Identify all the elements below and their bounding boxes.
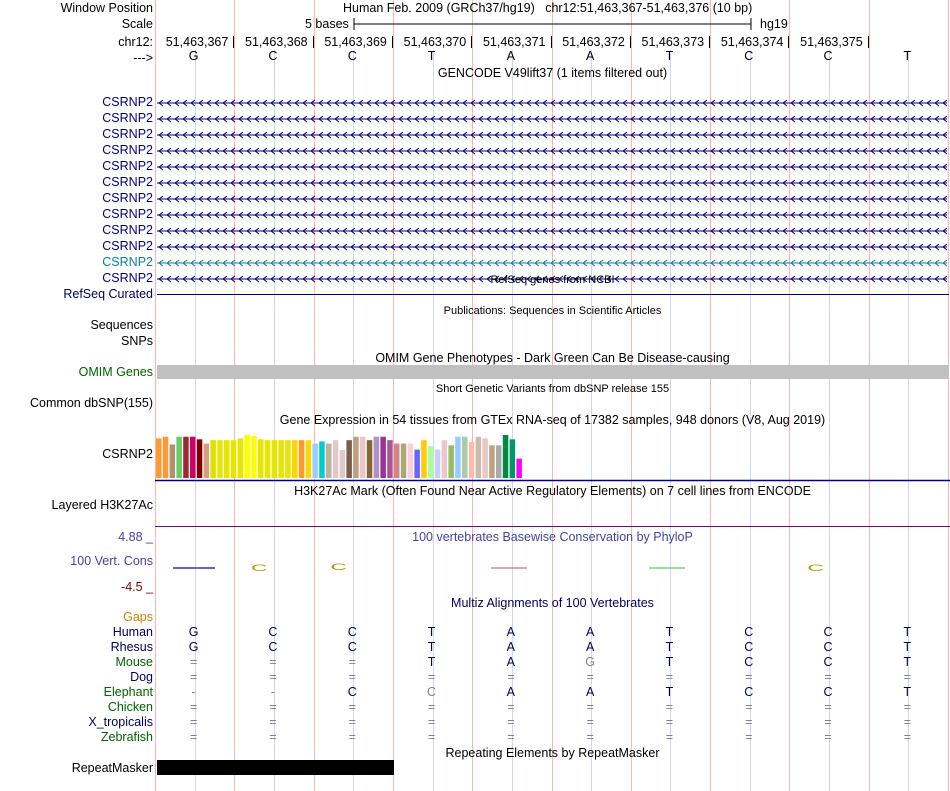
ruler-tick <box>868 36 869 48</box>
gtex-tissue-bar <box>312 444 318 478</box>
multiz-base: = <box>348 700 356 714</box>
multiz-base: = <box>665 670 674 684</box>
publications-snps-label[interactable]: SNPs <box>121 334 153 348</box>
gencode-transcript-label[interactable]: CSRNP2 <box>102 127 153 141</box>
multiz-base: T <box>903 625 912 639</box>
multiz-base: C <box>347 685 357 699</box>
gtex-track-title[interactable]: Gene Expression in 54 tissues from GTEx RNA-seq of 17382 samples, 948 donors (V8, Aug 2019) <box>279 413 826 427</box>
multiz-base: = <box>427 670 436 684</box>
multiz-base: = <box>903 730 911 744</box>
multiz-gaps-label[interactable]: Gaps <box>123 610 153 624</box>
phylop-logo-c9: C <box>807 562 824 574</box>
multiz-base: = <box>586 730 594 744</box>
multiz-base: C <box>347 640 357 654</box>
multiz-base: = <box>824 670 832 684</box>
publications-track-title[interactable]: Publications: Sequences in Scientific Articles <box>443 305 662 317</box>
refseq-track-title[interactable]: RefSeq genes from NCBI <box>490 274 615 286</box>
strand-arrow-label[interactable]: ---> <box>133 51 153 65</box>
ruler-base: C <box>268 49 278 63</box>
gtex-tissue-bar <box>496 445 502 478</box>
multiz-base: T <box>665 625 674 639</box>
gencode-transcript-label[interactable]: CSRNP2 <box>102 255 153 269</box>
gencode-transcript-line[interactable] <box>157 99 947 107</box>
multiz-base: C <box>744 685 754 699</box>
phylop-logo-c1: C <box>251 562 268 574</box>
multiz-base: = <box>903 700 911 714</box>
ruler-base: T <box>665 49 674 63</box>
gtex-tissue-bar <box>197 439 203 478</box>
gtex-tissue-bar <box>170 444 176 478</box>
scale-db: hg19 <box>760 17 788 31</box>
multiz-base: = <box>745 730 753 744</box>
multiz-base: = <box>189 670 198 684</box>
gencode-transcript-label[interactable]: CSRNP2 <box>102 95 153 109</box>
multiz-base: = <box>269 730 277 744</box>
gtex-tissue-bar <box>455 437 461 478</box>
multiz-species-label[interactable]: Dog <box>130 670 153 684</box>
gtex-tissue-bar <box>326 444 332 478</box>
ruler-position[interactable]: 51,463,373 <box>641 35 705 49</box>
multiz-base: T <box>427 625 436 639</box>
gtex-tissue-bar <box>469 442 475 478</box>
gtex-tissue-bar <box>340 450 346 478</box>
multiz-base: G <box>188 640 199 654</box>
multiz-base: A <box>506 655 516 669</box>
multiz-base: = <box>665 730 674 744</box>
multiz-base: = <box>745 670 753 684</box>
multiz-base: G <box>585 655 595 669</box>
ruler-base: T <box>427 49 436 63</box>
multiz-base: = <box>269 670 277 684</box>
h3k27ac-baseline <box>155 526 950 527</box>
multiz-base: = <box>269 700 277 714</box>
multiz-base: = <box>586 670 594 684</box>
multiz-base: = <box>507 670 515 684</box>
ruler-base: A <box>585 49 595 63</box>
multiz-base: = <box>665 700 674 714</box>
multiz-base: = <box>189 700 198 714</box>
multiz-base: C <box>744 640 754 654</box>
phylop-min-value: -4.5 _ <box>121 580 153 594</box>
multiz-base: T <box>665 655 674 669</box>
phylop-track-label[interactable]: 100 Vert. Cons <box>70 554 153 568</box>
multiz-base: T <box>665 685 674 699</box>
multiz-species-label[interactable]: Rhesus <box>110 640 153 654</box>
phylop-track-title[interactable]: 100 vertebrates Basewise Conservation by PhyloP <box>412 530 693 544</box>
phylop-conservation-plot[interactable] <box>155 555 950 579</box>
gtex-tissue-bar <box>360 437 366 478</box>
repeatmasker-track-title[interactable]: Repeating Elements by RepeatMasker <box>445 746 660 760</box>
gencode-transcript-line[interactable] <box>157 131 947 139</box>
multiz-species-label[interactable]: Chicken <box>107 700 153 714</box>
multiz-base: = <box>824 700 832 714</box>
gtex-tissue-bar <box>163 437 169 478</box>
multiz-base: C <box>823 655 833 669</box>
multiz-base: = <box>189 730 198 744</box>
multiz-base: = <box>586 715 594 729</box>
ruler-position[interactable]: 51,463,375 <box>800 35 863 49</box>
gtex-tissue-bar <box>503 435 509 478</box>
h3k27ac-track-title[interactable]: H3K27Ac Mark (Often Found Near Active Regulatory Elements) on 7 cell lines from ENCODE <box>294 484 811 498</box>
gtex-tissue-bar <box>428 446 434 478</box>
gtex-tissue-bar <box>448 445 454 478</box>
multiz-base: C <box>268 640 278 654</box>
gtex-tissue-bar <box>353 437 359 478</box>
gtex-tissue-bar <box>285 440 291 478</box>
ruler-base: C <box>347 49 357 63</box>
assembly-position-title: Human Feb. 2009 (GRCh37/hg19) chr12:51,463,367-51,463,376 (10 bp) <box>343 1 753 15</box>
gtex-tissue-bar <box>489 445 495 478</box>
gencode-transcript-label[interactable]: CSRNP2 <box>102 143 153 157</box>
multiz-base: = <box>903 670 911 684</box>
multiz-track-title[interactable]: Multiz Alignments of 100 Vertebrates <box>451 596 654 610</box>
ruler-position[interactable]: 51,463,370 <box>403 35 467 49</box>
ruler-position[interactable]: 51,463,374 <box>720 35 784 49</box>
multiz-base: = <box>348 670 356 684</box>
phylop-logo-c2: C <box>330 561 347 573</box>
multiz-base: - <box>191 685 196 699</box>
multiz-base: C <box>823 640 833 654</box>
multiz-base: = <box>824 730 832 744</box>
gtex-tissue-bar <box>292 440 298 478</box>
ruler-base: G <box>188 49 199 63</box>
multiz-base: A <box>506 625 516 639</box>
gtex-tissue-bar <box>217 440 223 478</box>
multiz-base: A <box>585 685 595 699</box>
multiz-base: T <box>903 655 912 669</box>
gtex-tissue-bar <box>299 440 305 478</box>
multiz-base: A <box>585 640 595 654</box>
refseq-track-label[interactable]: RefSeq Curated <box>63 287 153 301</box>
gtex-tissue-bar <box>442 440 448 478</box>
multiz-base: C <box>744 655 754 669</box>
multiz-base: = <box>348 715 356 729</box>
multiz-base: - <box>270 685 276 699</box>
gencode-transcript-label[interactable]: CSRNP2 <box>102 239 153 253</box>
multiz-base: = <box>427 715 436 729</box>
multiz-species-label[interactable]: Zebrafish <box>100 730 153 744</box>
gtex-tissue-bar <box>204 444 210 478</box>
omim-track-title[interactable]: OMIM Gene Phenotypes - Dark Green Can Be Disease-causing <box>375 351 730 365</box>
gencode-transcript-line[interactable] <box>157 243 947 251</box>
multiz-base: T <box>903 685 912 699</box>
multiz-base: = <box>507 715 515 729</box>
gtex-tissue-bar <box>380 437 386 478</box>
multiz-base: = <box>269 655 277 669</box>
multiz-base: = <box>507 700 515 714</box>
multiz-base: C <box>823 685 833 699</box>
gtex-bar-chart[interactable] <box>155 428 950 482</box>
multiz-base: C <box>347 625 357 639</box>
gtex-tissue-bar <box>482 438 488 478</box>
ruler-base: C <box>744 49 754 63</box>
gtex-tissue-bar <box>231 440 237 478</box>
gtex-tissue-bar <box>190 437 196 478</box>
repeatmasker-element[interactable] <box>157 760 394 775</box>
gtex-tissue-bar <box>408 444 414 478</box>
multiz-base: = <box>348 655 356 669</box>
gtex-tissue-bar <box>278 440 284 478</box>
gtex-tissue-bar <box>319 441 325 478</box>
gencode-transcript-label[interactable]: CSRNP2 <box>102 159 153 173</box>
gencode-transcript-line[interactable] <box>157 115 947 123</box>
ruler-base: T <box>903 49 912 63</box>
ruler-position[interactable]: 51,463,372 <box>562 35 625 49</box>
gtex-tissue-bar <box>238 438 244 478</box>
ruler-position[interactable]: 51,463,369 <box>324 35 387 49</box>
gtex-tissue-bar <box>387 440 393 478</box>
h3k27ac-track-label[interactable]: Layered H3K27Ac <box>51 498 153 512</box>
dbsnp-track-label[interactable]: Common dbSNP(155) <box>30 396 153 410</box>
ruler-position[interactable]: 51,463,367 <box>165 35 229 49</box>
multiz-species-label[interactable]: X_tropicalis <box>88 715 153 729</box>
gtex-tissue-bar <box>306 440 312 478</box>
gencode-transcript-line[interactable] <box>157 211 947 219</box>
multiz-species-label[interactable]: Elephant <box>103 685 153 699</box>
gtex-tissue-bar <box>374 437 380 478</box>
multiz-base: = <box>824 715 832 729</box>
multiz-base: = <box>348 730 356 744</box>
gtex-tissue-bar <box>210 440 216 478</box>
chrom-label: chr12: <box>118 35 153 49</box>
repeatmasker-track-label[interactable]: RepeatMasker <box>71 761 153 775</box>
gencode-transcript-label[interactable]: CSRNP2 <box>102 175 153 189</box>
gtex-tissue-bar <box>251 436 257 478</box>
multiz-base: T <box>427 640 436 654</box>
gtex-tissue-bar <box>224 440 230 478</box>
multiz-base: A <box>585 625 595 639</box>
scale-text: 5 bases <box>305 17 349 31</box>
gtex-tissue-bar <box>258 439 264 478</box>
multiz-base: = <box>665 715 674 729</box>
multiz-base: T <box>903 640 912 654</box>
multiz-base: A <box>506 685 516 699</box>
gencode-transcript-line[interactable] <box>157 195 947 203</box>
gencode-transcript-line[interactable] <box>157 163 947 171</box>
multiz-base: C <box>823 625 833 639</box>
publications-sequences-label[interactable]: Sequences <box>90 318 153 332</box>
omim-track-label[interactable]: OMIM Genes <box>78 365 153 379</box>
multiz-base: G <box>188 625 199 639</box>
gencode-transcript-line[interactable] <box>157 179 947 187</box>
gencode-transcript-label[interactable]: CSRNP2 <box>102 271 153 285</box>
multiz-base: = <box>269 715 277 729</box>
gencode-transcript-line[interactable] <box>157 147 947 155</box>
multiz-base: = <box>189 715 198 729</box>
gtex-tissue-bar <box>367 440 373 478</box>
gtex-tissue-bar <box>272 440 278 478</box>
multiz-base: = <box>745 715 753 729</box>
ruler-base: C <box>823 49 833 63</box>
multiz-base: T <box>427 655 436 669</box>
gtex-tissue-bar <box>401 444 407 478</box>
gtex-tissue-bar <box>265 440 271 478</box>
gtex-tissue-bar <box>476 437 482 478</box>
gencode-transcript-label[interactable]: CSRNP2 <box>102 191 153 205</box>
scale-bar <box>353 17 753 31</box>
ruler-position[interactable]: 51,463,371 <box>482 35 546 49</box>
dbsnp-track-title[interactable]: Short Genetic Variants from dbSNP release 155 <box>435 383 670 395</box>
gtex-track-label[interactable]: CSRNP2 <box>102 447 153 461</box>
gencode-track-title[interactable]: GENCODE V49lift37 (1 items filtered out) <box>437 66 668 80</box>
gtex-tissue-bar <box>244 435 250 478</box>
multiz-base: = <box>507 730 515 744</box>
omim-gene-bar[interactable] <box>157 365 949 379</box>
multiz-base: = <box>427 700 436 714</box>
gtex-tissue-bar <box>414 450 420 478</box>
gencode-transcript-line[interactable] <box>157 227 947 235</box>
multiz-base: = <box>189 655 198 669</box>
gtex-tissue-bar <box>516 459 522 478</box>
gtex-tissue-bar <box>462 437 468 478</box>
multiz-base: A <box>506 640 516 654</box>
window-position-label: Window Position <box>60 1 153 15</box>
gtex-tissue-bar <box>346 440 352 478</box>
ruler-position[interactable]: 51,463,368 <box>245 35 308 49</box>
gtex-tissue-bar <box>421 440 427 478</box>
multiz-base: = <box>745 700 753 714</box>
multiz-base: C <box>744 625 754 639</box>
multiz-species-label[interactable]: Mouse <box>115 655 153 669</box>
gencode-transcript-label[interactable]: CSRNP2 <box>102 111 153 125</box>
gencode-transcript-label[interactable]: CSRNP2 <box>102 207 153 221</box>
gtex-tissue-bar <box>510 439 515 478</box>
gtex-tissue-bar <box>435 450 441 478</box>
gtex-tissue-bar <box>176 437 182 478</box>
gtex-tissue-bar <box>394 444 400 478</box>
ruler-base: A <box>506 49 516 63</box>
multiz-base: = <box>427 730 436 744</box>
multiz-base: T <box>665 640 674 654</box>
gencode-transcript-label[interactable]: CSRNP2 <box>102 223 153 237</box>
multiz-base: C <box>427 685 437 699</box>
refseq-feature-line[interactable] <box>157 294 949 295</box>
gtex-tissue-bar <box>183 437 189 478</box>
multiz-base: = <box>586 700 594 714</box>
phylop-max-value: 4.88 _ <box>118 530 153 544</box>
gtex-tissue-bar <box>156 438 162 478</box>
gencode-transcript-line[interactable] <box>157 259 947 267</box>
multiz-species-label[interactable]: Human <box>112 625 153 639</box>
gtex-tissue-bar <box>333 440 339 478</box>
multiz-base: = <box>903 715 911 729</box>
scale-label: Scale <box>121 17 153 31</box>
multiz-base: C <box>268 625 278 639</box>
